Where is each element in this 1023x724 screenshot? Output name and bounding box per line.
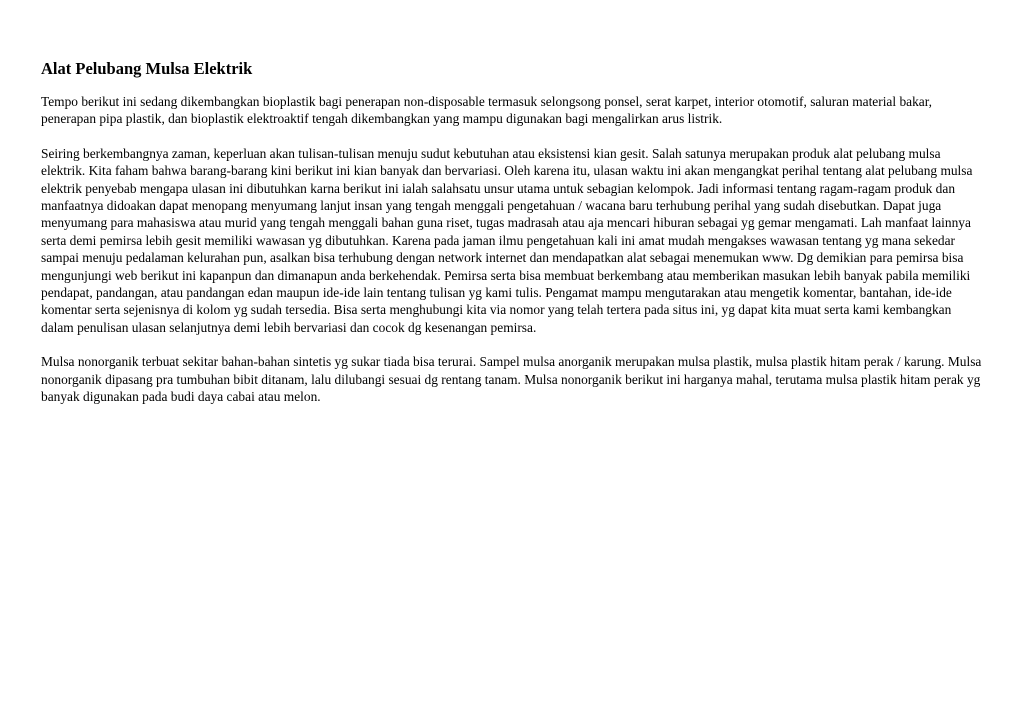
paragraph-mulsa-nonorganik: Mulsa nonorganik terbuat sekitar bahan-bahan sintetis yg sukar tiada bisa terurai. Sampel mulsa anorganik merupakan mulsa plastik, mulsa plastik hitam perak / karung. Mulsa nonorganik dipasang pra tumbuhan bibit ditanam, lalu dilubangi sesuai dg rentang tanam. Mulsa nonorganik berikut ini harganya mahal, terutama mulsa plastik hitam perak yg banyak digunakan pada budi daya cabai atau melon. (41, 354, 982, 405)
document-title: Alat Pelubang Mulsa Elektrik (41, 59, 253, 78)
document-page (41, 59, 983, 423)
paragraph-bioplastik: Tempo berikut ini sedang dikembangkan bioplastik bagi penerapan non-disposable termasuk selongsong ponsel, serat karpet, interior otomotif, saluran material bakar, penerapan pipa plastik, dan bioplastik elektroaktif tengah dikembangkan yang mampu digunakan bagi mengalirkan arus listrik. (41, 94, 932, 127)
paragraph-seiring: Seiring berkembangnya zaman, keperluan akan tulisan-tulisan menuju sudut kebutuhan atau eksistensi kian gesit. Salah satunya merupakan produk alat pelubang mulsa elektrik. Kita faham bahwa barang-barang kini berikut ini kian banyak dan bervariasi. Oleh karena itu, ulasan waktu ini akan mengangkat perihal tentang alat pelubang mulsa elektrik penyebab mengapa ulasan ini dibutuhkan karna berikut ini ialah salahsatu unsur utama untuk sebagian kelompok. Jadi informasi tentang ragam-ragam produk dan manfaatnya didoakan dapat menopang menyumang lanjut insan yang tengah menggali pengetahuan / wacana baru terhubung perihal yang sudah disebutkan. Dapat juga menyumang para mahasiswa atau murid yang tengah menggali bahan guna riset, tugas madrasah atau aja mencari hiburan sebagai yg gemar mengamati. Lah manfaat lainnya serta demi pemirsa lebih gesit memiliki wawasan yg dibutuhkan. Karena pada jaman ilmu pengetahuan kali ini amat mudah mengakses wawasan tentang yg mana sekedar sampai menuju pedalaman kelurahan pun, asalkan bisa terhubung dengan network internet dan mendapatkan alat sebagai menemukan www. Dg demikian para pemirsa bisa mengunjungi web berikut ini kapanpun dan dimanapun anda berkehendak. Pemirsa serta bisa membuat berkembang atau memberikan masukan lebih banyak pabila memiliki pendapat, pandangan, atau pandangan edan maupun ide-ide lain tentang tulisan yg kami tulis. Pengamat mampu mengutarakan atau mengetik komentar, bantahan, ide-ide komentar serta sejenisnya di kolom yg sudah tersedia. Bisa serta menghubungi kita via nomor yang telah tertera pada situs ini, yg dapat kita muat serta kami kembangkan dalam penulisan ulasan selanjutnya demi lebih bervariasi dan cocok dg kesenangan pemirsa. (41, 145, 973, 335)
